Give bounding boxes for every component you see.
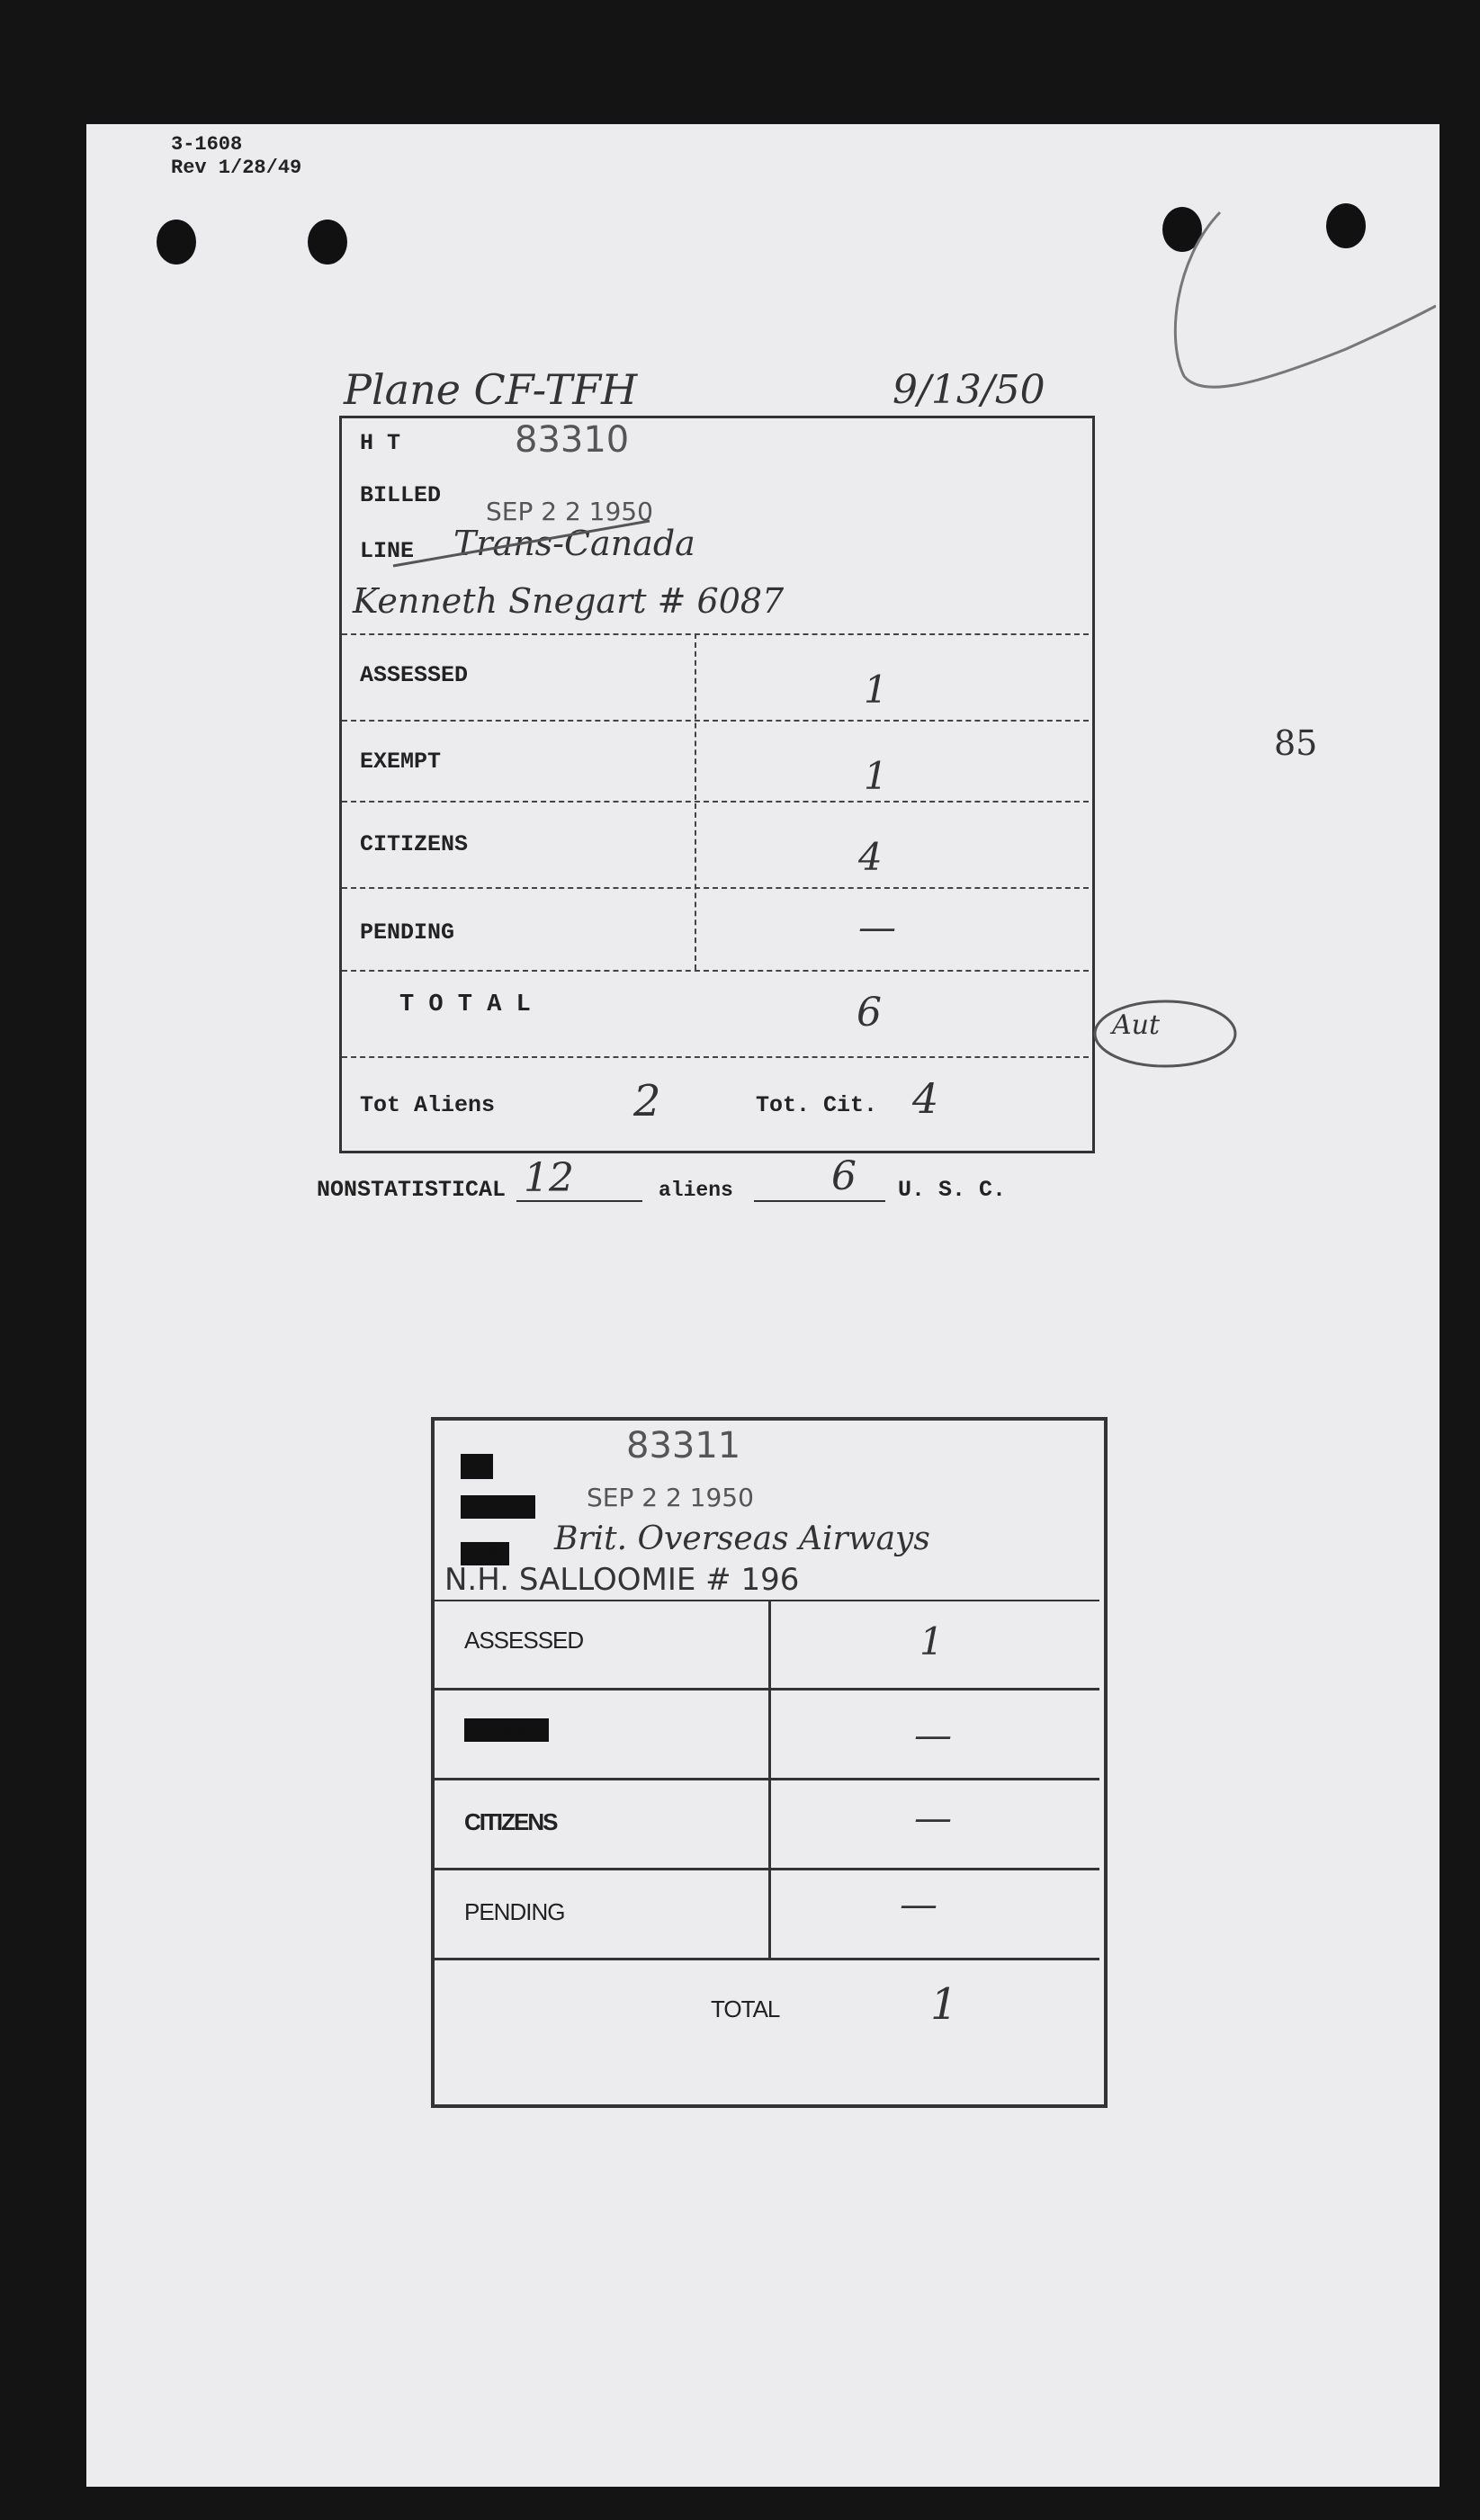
record1-billed-date: SEP 2 2 1950 [486,497,653,526]
record2-line-label: LINE [462,1542,508,1565]
annotation-text: Aut [1112,1009,1161,1041]
record1-row-value: 4 [858,835,883,879]
record1-row-value: 1 [864,754,888,798]
record2-row-label: ASSESSED [464,1627,584,1654]
record2-row-label: PENDING [464,1898,565,1925]
record1-ht-label: H T [360,430,401,456]
record1-billed-label: BILLED [360,482,442,508]
tot-cit-label: Tot. Cit. [756,1092,878,1118]
record1-date: 9/13/50 [892,367,1045,413]
nonstatistical-usc-value: 6 [831,1153,857,1199]
record1-row-value: — [858,905,896,949]
nonstatistical-aliens-value: 12 [524,1155,574,1201]
nonstatistical-aliens-label: aliens [659,1179,733,1202]
plane-id: Plane CF-TFH [344,365,638,414]
record2-row-value: — [914,1796,952,1840]
record1-row-label: CITIZENS [360,831,469,857]
record1-total-value: 6 [857,990,882,1036]
record2-row-value: — [914,1713,952,1757]
punch-hole [157,220,196,265]
nonstatistical-usc-label: U. S. C. [898,1177,1007,1203]
record2-ht-label: HT [462,1454,491,1478]
record1-row-value: 1 [864,668,888,712]
record2-total-value: 1 [930,1979,958,2030]
form-number: 3-1608 [171,133,243,156]
document-page [86,124,1440,2487]
form-revision: Rev 1/28/49 [171,157,302,179]
tot-aliens-value: 2 [633,1076,661,1126]
record1-line-value: Trans-Canada [453,524,695,563]
record1-row-label: PENDING [360,919,455,946]
record2-row-label: EXEMPT [466,1718,548,1741]
record2-billed-label: BILLED [462,1495,534,1518]
nonstatistical-label: NONSTATISTICAL [317,1177,507,1203]
record1-total-label: T O T A L [399,991,531,1018]
record2-total-label: TOTAL [711,1995,780,2022]
tot-cit-value: 4 [912,1074,939,1123]
record2-row-value: — [900,1882,937,1926]
record1-line-label: LINE [360,538,415,564]
record2-row-value: 1 [919,1619,944,1664]
record2-row-label: CITIZENS [464,1808,557,1835]
record1-officer: Kenneth Snegart # 6087 [353,581,785,621]
record2-line-value: Brit. Overseas Airways [554,1520,930,1557]
record1-row-label: EXEMPT [360,749,442,775]
record1-ht-number: 83310 [515,419,630,461]
record2-ht-number: 83311 [626,1425,741,1466]
record2-officer: N.H. SALLOOMIE # 196 [444,1562,800,1598]
pencil-curve [1076,205,1436,403]
page-number: 85 [1274,723,1318,763]
record2-billed-date: SEP 2 2 1950 [587,1483,754,1512]
strike-mark [389,516,659,570]
record1-row-label: ASSESSED [360,662,469,688]
tot-aliens-label: Tot Aliens [360,1092,496,1118]
punch-hole [308,220,347,265]
